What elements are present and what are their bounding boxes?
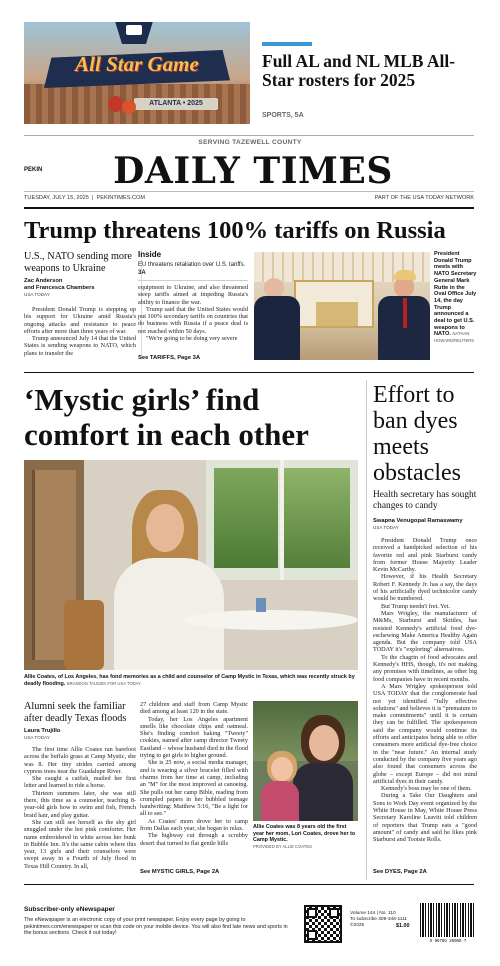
baseball-icon xyxy=(122,100,136,114)
side-paragraph: Mars Wrigley, the manufacturer of M&Ms, Starburst and Skittles, has resisted Kennedy's artificial food dye-eschewing Make America Healthy Again agenda. But the company told USA TODAY it's "exploring" alternatives. xyxy=(373,609,477,654)
lead-photo-credit: NATHAN HOWARD/REUTERS xyxy=(434,331,475,344)
side-author: Swapna Venugopal Ramaswamy xyxy=(373,518,463,524)
masthead-city: PEKIN xyxy=(24,167,43,173)
side-headline[interactable]: Effort to ban dyes meets obstacles xyxy=(373,382,461,486)
footer-price: $1.00 xyxy=(396,923,410,929)
promo-logo-text: All Star Game xyxy=(75,52,199,76)
lead-author: Zac Anderson xyxy=(24,278,63,284)
side-subhead: Health secretary has sought changes to candy xyxy=(373,490,477,511)
feature-photo-caption: Allie Coates, of Los Angeles, has fond memories as a child and counselor of Camp Mystic in Texas, which was recently struck by deadly flooding. xyxy=(24,674,355,687)
side-paragraph: But Trump needn't fret. Yet. xyxy=(381,602,451,610)
inside-text: EU threatens retaliation over U.S. tariffs. xyxy=(138,262,246,268)
face xyxy=(146,504,184,552)
feature-paragraph: Thirteen summers later, she was still there, this time as a counselor, teaching 8-year-old girls how to swim and fish, French braid hair, and play guitar. xyxy=(24,789,136,819)
feature-photo-credit: BRANDON TAUSZIK FOR USA TODAY xyxy=(66,680,141,686)
side-jump-link[interactable]: See DYES, Page 2A xyxy=(373,869,427,875)
masthead-serving: SERVING TAZEWELL COUNTY xyxy=(198,139,302,146)
footer-title: Subscriber-only eNewspaper xyxy=(24,906,115,913)
feature-paragraph: She caught a catfish, mailed her first letter and learned to ride a horse. xyxy=(24,775,136,790)
lead-paragraph: Trump announced July 14 that the United States is sending weapons to NATO, which plans to transfer the xyxy=(24,335,136,357)
masthead-date: TUESDAY, JULY 15, 2025 | PEKINTIMES.COM xyxy=(24,195,146,201)
feature-author: Laura Trujillo xyxy=(24,728,61,734)
side-author-org: USA TODAY xyxy=(373,525,399,530)
lead-paragraph: equipment to Ukraine, and also threatened steep tariffs aimed at impeding Russia's ability to finance the war. xyxy=(138,284,248,306)
lead-subhead: U.S., NATO sending more weapons to Ukraine xyxy=(24,251,132,274)
lead-photo-caption: President Donald Trump meets with NATO Secretary General Mark Rutte in the Oval Office July 14, the day Trump announced a deal to get U.S. weapons to NATO. xyxy=(434,251,477,338)
side-paragraph: President Donald Trump once received a handpicked selection of his favorite red and pink Starburst candy from former House Majority Leader Kevin McCarthy. xyxy=(373,537,477,574)
feature-paragraph: She is 25 now, a social media manager, and is wearing a silver bracelet filled with charms from her time at camp, including an "M" for the most improved at canoeing. She pulls out her camp Bible, reading from crumpled papers in her bubbled teenage handwriting: Matthew 5:16, "Be a light for all to see." xyxy=(140,759,248,818)
masthead-network: PART OF THE USA TODAY NETWORK xyxy=(374,195,474,201)
qr-code[interactable] xyxy=(304,905,342,943)
lead-paragraph: "We're going to be doing very severe xyxy=(146,335,238,343)
promo-headline[interactable]: Full AL and NL MLB All-Star rosters for 2025 xyxy=(262,51,456,90)
feature-small-photo[interactable] xyxy=(253,701,358,821)
feature-author-org: USA TODAY xyxy=(24,735,50,740)
lead-author: and Francesca Chambers xyxy=(24,285,95,291)
lead-paragraph: President Donald Trump is stepping up his support for Ukraine amid Russia's ongoing attacks and resistance to peace efforts after more than three years of war. xyxy=(24,306,136,335)
promo-image[interactable] xyxy=(24,22,250,124)
side-paragraph: However, if his Health Secretary Robert F. Kennedy Jr. has a say, the days of his artificially dyed technicolor candy would be numbered. xyxy=(373,573,477,603)
lead-author-org: USA TODAY xyxy=(24,292,50,297)
side-paragraph: During a Take Our Daughters and Sons to Work Day event organized by the White House in May, White House Press Secretary Karoline Leavitt told children of reporters that Trump eats a "good amount" of candy and said he likes pink Starburst and Tootsie Rolls. xyxy=(373,792,477,844)
promo-section: SPORTS, 5A xyxy=(262,112,304,119)
feature-paragraph: She can still see herself as the shy girl snuggled under the hot pink comforter. Her name embroidered in white across her bunk in Bubble Inn. It's the same cabin where this year, 13 girls and their counselors were swept away in a Fourth of July flood in Texas Hill Country. In all, xyxy=(24,818,136,870)
feature-paragraph: The first time Allie Coates ran barefoot across the buffalo grass at Camp Mystic, she was 8. Her tiny strides carried among cypress trees near the Guadalupe River. xyxy=(24,746,136,775)
promo-logo-subtext: ATLANTA • 2025 xyxy=(134,98,218,110)
footer-text: The eNewspaper is an electronic copy of your print newspaper. Enjoy every page by going to pekintimes.com/enewspaper or scan this code on your mobile device. You will also find late news and sports in the bonus sections. Check it out today! xyxy=(24,917,288,937)
barcode-number: 0 96780 25988 7 xyxy=(429,938,467,943)
feature-paragraph: Today, her Los Angeles apartment smells like chocolate chips and oatmeal. She's finding comfort baking "Tweety" cookies, named after camp director Tweety Eastland – whose husband died in the flood trying to get girls to higher ground. xyxy=(140,715,248,760)
footer-volume: Volume 144 | No. 110 xyxy=(350,911,396,916)
side-paragraph: Kennedy's boss may be one of them. xyxy=(381,785,472,793)
feature-paragraph: As Coates' mom drove her to camp from Dallas each year, she began to relax. xyxy=(140,817,248,833)
feature-photo[interactable] xyxy=(24,460,358,670)
feature-subhead: Alumni seek the familiar after deadly Texas floods xyxy=(24,701,127,724)
person-left xyxy=(264,278,284,298)
feature-paragraph: 27 children and staff from Camp Mystic died among at least 120 in the state. xyxy=(140,701,248,716)
promo-accent-bar xyxy=(262,42,312,46)
feature-small-credit: PROVIDED BY ALLIE COATES xyxy=(253,843,312,849)
barcode xyxy=(420,903,476,937)
lead-photo[interactable] xyxy=(254,252,430,360)
lead-jump-link[interactable]: See TARIFFS, Page 3A xyxy=(138,355,201,361)
lead-headline[interactable]: Trump threatens 100% tariffs on Russia xyxy=(24,217,446,244)
inside-page[interactable]: 3A xyxy=(138,269,146,276)
footer-code: ©2025 xyxy=(350,923,365,929)
feature-jump-link[interactable]: See MYSTIC GIRLS, Page 2A xyxy=(140,869,220,875)
lead-paragraph: Trump said that the United States would put 100% secondary tariffs on countries that do business with Russia if a peace deal is not reached within 50 days. xyxy=(138,305,248,335)
side-paragraph: To the chagrin of food advocates and Kennedy's HHS, though, it's not making any promises with timelines, as other big food companies have in recent months. xyxy=(373,653,477,683)
feature-small-caption: Allie Coates was 8 years old the first year her mom, Lori Coates, drove her to Camp Mystic. xyxy=(253,824,356,844)
inside-label: Inside xyxy=(138,250,162,259)
masthead-title: DAILY TIMES xyxy=(113,150,393,192)
footer-subscribe: To subscribe 309-346-1111 xyxy=(350,917,408,923)
feature-paragraph: The highway cut through a scrubby desert that turned to flat gentle hills xyxy=(140,832,248,847)
side-paragraph: A Mars Wrigley spokesperson told USA TODAY that the conglomerate had not yet identified "fully effective solutions" and believes it is "premature to make commitments" until it is certain they can be fulfilled. The spokesperson said the company would continue its efforts and anticipates being able to offer consumers more artificial dye-free choice in the "near future." An internal study conducted by the company five years ago also found that consumers across the globe – except Europe – did not mind artificial dyes in their candy. xyxy=(373,682,477,785)
feature-headline[interactable]: ‘Mystic girls’ find comfort in each other xyxy=(24,382,309,452)
